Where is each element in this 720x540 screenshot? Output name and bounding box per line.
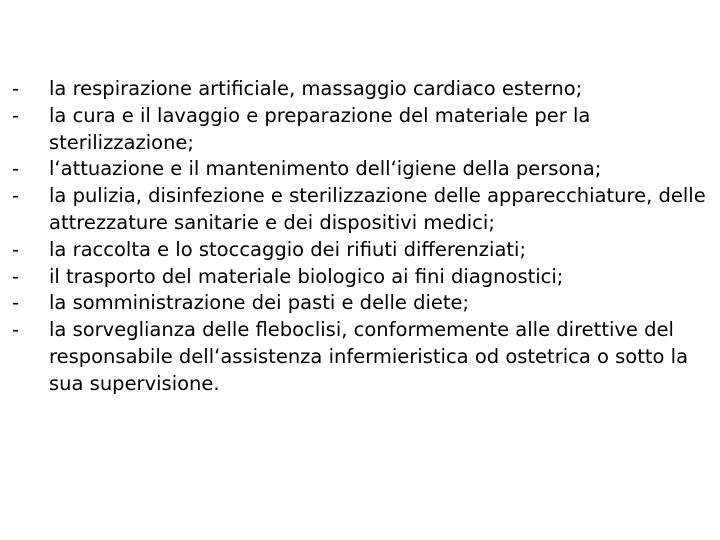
dash-marker: - <box>12 77 20 100</box>
dash-marker: - <box>12 318 20 342</box>
list-item-text: la pulizia, disinfezione e sterilizzazione delle apparecchiature, delle attrezzature sanitarie e dei dispositivi medici; <box>49 184 706 234</box>
list-item-text: il trasporto del materiale biologico ai fini diagnostici; <box>49 264 564 288</box>
list-item-text: la somministrazione dei pasti e delle diete; <box>49 291 470 315</box>
list-item-text: la respirazione artificiale, massaggio cardiaco esterno; <box>49 77 583 100</box>
list-item-text: la cura e il lavaggio e preparazione del materiale per la sterilizzazione; <box>49 103 591 154</box>
list-item <box>0 156 712 183</box>
dash-marker: - <box>12 291 20 315</box>
list-item-text: la raccolta e lo stoccaggio dei rifiuti differenziati; <box>49 237 527 261</box>
list-item <box>0 237 712 264</box>
dash-marker: - <box>12 103 20 127</box>
dash-marker: - <box>12 157 20 181</box>
dash-marker: - <box>12 264 20 288</box>
list-item-text: l‘attuazione e il mantenimento dell‘igiene della persona; <box>49 157 602 181</box>
list-item-text: la sorveglianza delle fleboclisi, conformemente alle direttive del responsabile dell‘assistenza infermieristica od ostetrica o sotto la sua supervisione. <box>49 318 689 395</box>
dash-marker: - <box>12 237 20 261</box>
list-item <box>0 103 712 157</box>
bullet-list <box>0 76 712 398</box>
list-item <box>0 183 712 237</box>
list-item <box>0 264 712 291</box>
list-item <box>0 290 712 317</box>
list-item <box>0 317 712 397</box>
dash-marker: - <box>12 184 20 208</box>
list-item <box>0 76 712 103</box>
